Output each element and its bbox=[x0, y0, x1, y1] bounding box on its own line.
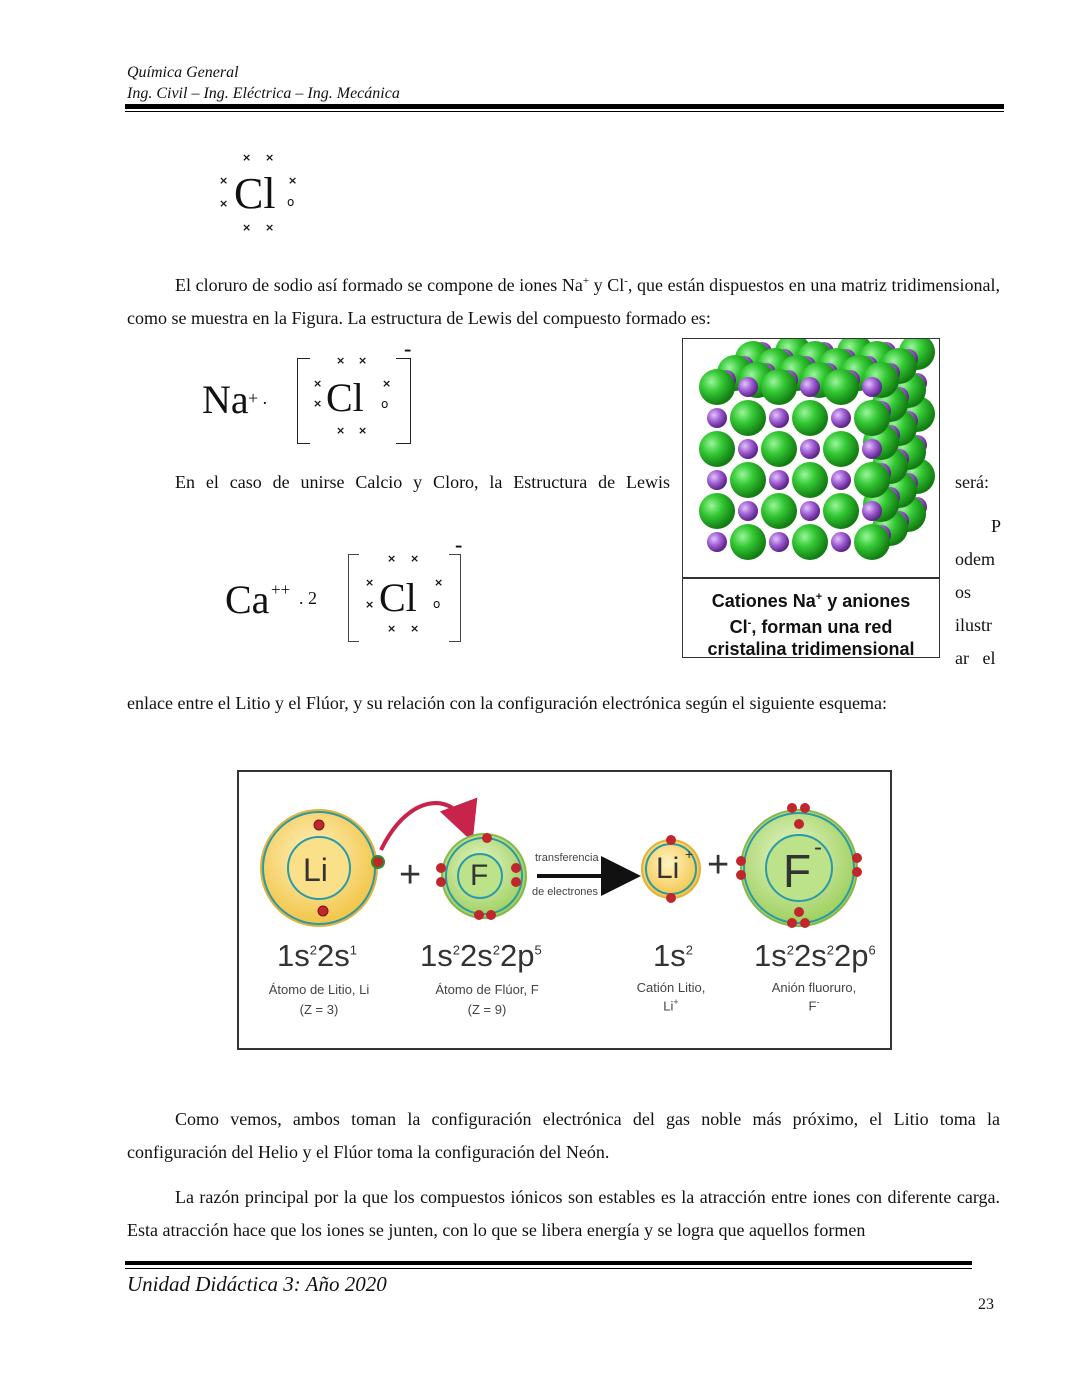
sodium-charge: + . bbox=[248, 388, 268, 408]
header-rule-thin bbox=[125, 111, 1004, 112]
sodium-sphere bbox=[707, 532, 727, 552]
electron-cross: × bbox=[336, 354, 346, 367]
sodium-symbol: Na bbox=[202, 377, 249, 422]
caption-divider bbox=[683, 577, 939, 579]
fluoride-symbol: F bbox=[783, 845, 812, 897]
plus-sign: + bbox=[707, 844, 730, 886]
paragraph-ionic-stability: La razón principal por la que los compuestos iónicos son estables es la atracción entre iones con diferente carga. Esta atracción hace que los iones se junten, con lo que se libera energía y se logra que aquellos formen bbox=[127, 1187, 1000, 1240]
chloride-symbol: Cl bbox=[379, 575, 417, 620]
chloride-sphere bbox=[761, 431, 797, 467]
paragraph-calcium-chlorine-end: será: bbox=[955, 472, 989, 492]
calcium-symbol: Ca bbox=[225, 577, 270, 622]
config-lithium-ion: $1s^2$ bbox=[653, 938, 693, 973]
chloride-sphere bbox=[699, 369, 735, 405]
label-lithium-atom: Átomo de Litio, Li (Z = 3) bbox=[268, 982, 370, 1017]
chloride-sphere bbox=[792, 462, 828, 498]
sodium-sphere bbox=[800, 439, 820, 459]
electron-cross: × bbox=[387, 552, 397, 565]
transfer-label-bottom: de electrones bbox=[532, 886, 599, 898]
sodium-sphere bbox=[800, 501, 820, 521]
sodium-sphere bbox=[831, 532, 851, 552]
sodium-sphere bbox=[707, 470, 727, 490]
electron-cross: × bbox=[410, 552, 420, 565]
electron-ring: o bbox=[287, 195, 295, 209]
chloride-sphere bbox=[792, 400, 828, 436]
label-lithium-ion: Catión Litio, Li+ bbox=[636, 980, 706, 1014]
chlorine-symbol: Cl bbox=[234, 169, 276, 218]
electron-cross: × bbox=[265, 151, 275, 164]
chloride-sphere bbox=[730, 524, 766, 560]
anion-charge: - bbox=[455, 532, 463, 557]
transfer-label-top: transferencia bbox=[535, 852, 599, 864]
config-fluorine: $1s^22s^22p^5$ bbox=[420, 938, 542, 973]
sodium-sphere bbox=[831, 470, 851, 490]
electron-cross: × bbox=[242, 221, 252, 234]
label-fluoride-ion: Anión fluoruro, F- bbox=[771, 980, 857, 1014]
chloride-sphere bbox=[699, 431, 735, 467]
figure-caption: Cationes Na+ y aniones Cl-, forman una red cristalina tridimensional bbox=[707, 591, 915, 659]
electron-cross: × bbox=[265, 221, 275, 234]
sodium-sphere bbox=[862, 377, 882, 397]
lewis-chlorine bbox=[210, 148, 310, 238]
footer-rule-thin bbox=[125, 1268, 972, 1269]
sodium-sphere bbox=[831, 408, 851, 428]
electron-cross: × bbox=[219, 197, 229, 210]
electron-cross: × bbox=[313, 377, 323, 390]
electron-cross: × bbox=[219, 174, 229, 187]
chloride-sphere bbox=[792, 524, 828, 560]
electron-cross: × bbox=[365, 598, 375, 611]
chloride-sphere bbox=[823, 493, 859, 529]
electron-cross: × bbox=[387, 622, 397, 635]
chloride-sphere bbox=[730, 462, 766, 498]
sodium-sphere bbox=[769, 408, 789, 428]
footer-rule bbox=[125, 1261, 972, 1265]
sodium-sphere bbox=[862, 439, 882, 459]
electron-cross: × bbox=[358, 354, 368, 367]
sodium-sphere bbox=[707, 408, 727, 428]
electron-ring: o bbox=[433, 597, 441, 611]
chloride-sphere bbox=[823, 369, 859, 405]
config-fluoride: $1s^22s^22p^6$ bbox=[754, 938, 876, 973]
lithium-ion-charge: + bbox=[685, 846, 694, 862]
chloride-sphere bbox=[854, 462, 890, 498]
header-careers: Ing. Civil – Ing. Eléctrica – Ing. Mecánica bbox=[127, 85, 400, 102]
chloride-symbol: Cl bbox=[326, 375, 364, 420]
transfer-arrow bbox=[381, 803, 467, 850]
sodium-sphere bbox=[769, 532, 789, 552]
footer-unit: Unidad Didáctica 3: Año 2020 bbox=[127, 1272, 387, 1296]
sodium-sphere bbox=[800, 377, 820, 397]
chloride-sphere bbox=[823, 431, 859, 467]
lattice-spheres bbox=[699, 339, 935, 560]
chloride-sphere bbox=[854, 400, 890, 436]
plus-sign: + bbox=[399, 854, 422, 896]
paragraph-noble-gas: Como vemos, ambos toman la configuración electrónica del gas noble más próximo, el Litio toma la configuración del Helio y el Flúor toma la configuración del Neón. bbox=[127, 1109, 1000, 1162]
sodium-sphere bbox=[769, 470, 789, 490]
coefficient: . 2 bbox=[299, 588, 317, 608]
label-fluorine-atom: Átomo de Flúor, F (Z = 9) bbox=[435, 982, 539, 1017]
electron-cross: × bbox=[242, 151, 252, 164]
electron-ring: o bbox=[381, 397, 389, 411]
anion-charge: - bbox=[404, 336, 412, 361]
electron-cross: × bbox=[313, 397, 323, 410]
electron-cross: × bbox=[336, 424, 346, 437]
electron-cross: × bbox=[358, 424, 368, 437]
sodium-sphere bbox=[738, 439, 758, 459]
config-lithium: $1s^22s^1$ bbox=[277, 938, 357, 973]
nacl-lattice-image bbox=[683, 339, 939, 579]
nacl-lattice-figure bbox=[682, 338, 940, 658]
chloride-sphere bbox=[761, 369, 797, 405]
lithium-symbol: Li bbox=[303, 852, 328, 888]
fluorine-symbol: F bbox=[470, 859, 489, 892]
paragraph-li-f-intro: enlace entre el Litio y el Flúor, y su relación con la configuración electrónica según el siguiente esquema: bbox=[127, 693, 887, 713]
calcium-charge: ++ bbox=[271, 580, 291, 599]
lewis-nacl bbox=[200, 336, 430, 450]
electron-cross: × bbox=[288, 174, 298, 187]
page-number: 23 bbox=[978, 1296, 994, 1313]
sodium-sphere bbox=[862, 501, 882, 521]
electron-cross: × bbox=[410, 622, 420, 635]
chloride-sphere bbox=[730, 400, 766, 436]
lithium-ion-symbol: Li bbox=[656, 852, 680, 885]
sodium-sphere bbox=[738, 377, 758, 397]
lewis-cacl2 bbox=[225, 532, 475, 650]
electron-cross: × bbox=[365, 576, 375, 589]
paragraph-calcium-chlorine: En el caso de unirse Calcio y Cloro, la Estructura de Lewis bbox=[175, 472, 670, 492]
chloride-sphere bbox=[699, 493, 735, 529]
paragraph-nacl-intro: El cloruro de sodio así formado se compone de iones Na+ y Cl-, que están dispuestos en una matriz tridimensional, como se muestra en la Figura. La estructura de Lewis del compuesto formado es: bbox=[127, 275, 1000, 328]
chloride-sphere bbox=[854, 524, 890, 560]
header-rule bbox=[125, 104, 1004, 109]
li-f-transfer-diagram bbox=[237, 770, 892, 1050]
electron-cross: × bbox=[434, 576, 444, 589]
sodium-sphere bbox=[738, 501, 758, 521]
electron-cross: × bbox=[382, 377, 392, 390]
wrapped-text: P odem os ilustr ar el bbox=[955, 516, 1001, 668]
fluoride-charge: - bbox=[814, 834, 822, 861]
chloride-sphere bbox=[761, 493, 797, 529]
header-course: Química General bbox=[127, 64, 239, 81]
